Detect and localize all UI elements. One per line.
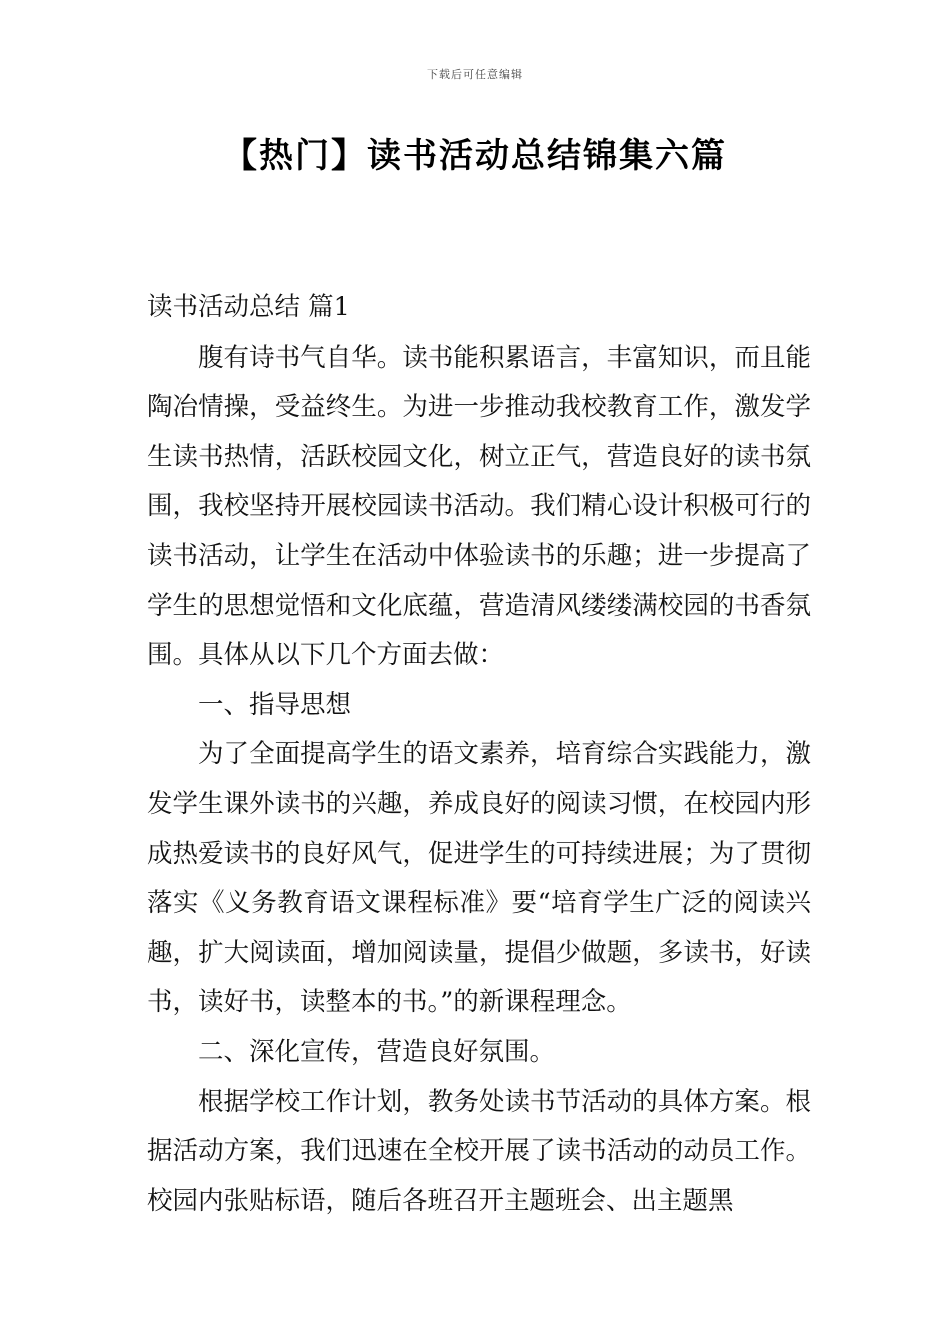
paragraph-publicity: 根据学校工作计划，教务处读书节活动的具体方案。根据活动方案，我们迅速在全校开展了读书活动的动员工作。校园内张贴标语，随后各班召开主题班会、出主题黑: [147, 1086, 811, 1216]
section-label: 读书活动总结 篇1: [147, 292, 350, 322]
document-body: [147, 283, 811, 1226]
document-title: 【热门】读书活动总结锦集六篇: [223, 136, 727, 176]
heading-publicity: 二、深化宣传，营造良好氛围。: [198, 1036, 556, 1067]
paragraph-intro: 腹有诗书气自华。读书能积累语言，丰富知识，而且能陶冶情操，受益终生。为进一步推动我校教育工作，激发学生读书热情，活跃校园文化，树立正气，营造良好的读书氛围，我校坚持开展校园读书活动。我们精心设计积极可行的读书活动，让学生在活动中体验读书的乐趣；进一步提高了学生的思想觉悟和文化底蕴，营造清风缕缕满校园的书香氛围。具体从以下几个方面去做：: [147, 342, 811, 671]
header-note: 下载后可任意编辑: [427, 68, 523, 81]
paragraph-guiding-ideology: 为了全面提高学生的语文素养，培育综合实践能力，激发学生课外读书的兴趣，养成良好的阅读习惯，在校园内形成热爱读书的良好风气，促进学生的可持续进展；为了贯彻落实《义务教育语文课程标准》要“培育学生广泛的阅读兴趣，扩大阅读面，增加阅读量，提倡少做题，多读书，好读书，读好书，读整本的书。”的新课程理念。: [147, 739, 811, 1018]
heading-guiding-ideology: 一、指导思想: [198, 689, 352, 720]
